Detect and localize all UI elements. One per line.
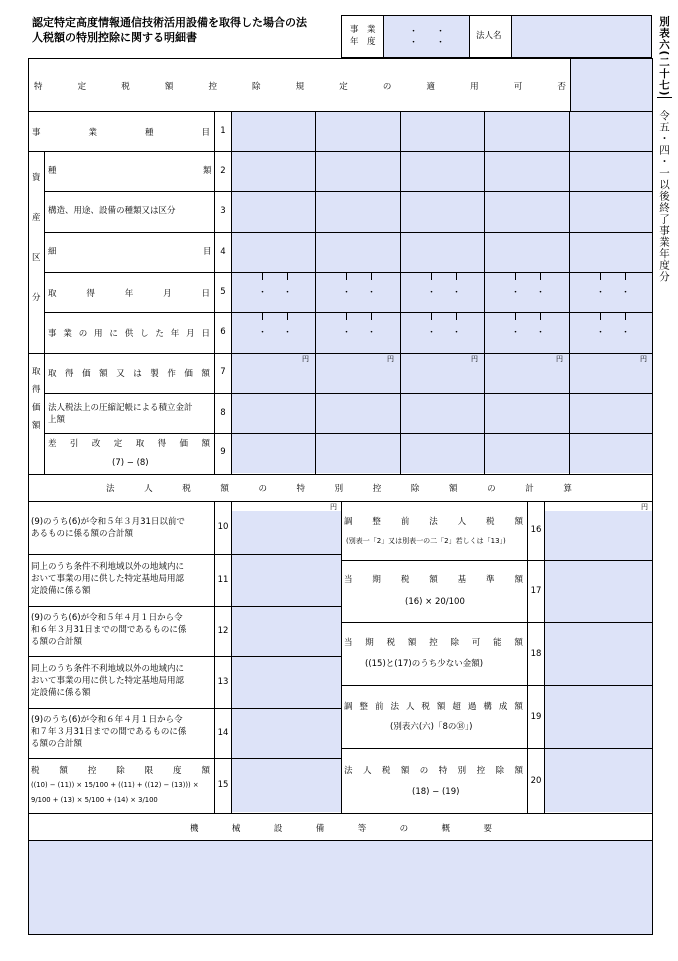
row8-label-line1: 法人税法上の圧縮記帳による積立金計 [48, 403, 193, 413]
line20-label: 法 人 税 額 の 特 別 控 除 額 [344, 766, 523, 776]
line14-label: (9)のうち(6)が令和６年４月１日から令 [31, 715, 183, 725]
line18-sub: ((15)と(17)のうち少ない金額) [365, 659, 484, 669]
row8-label-line2: 上額 [48, 415, 66, 425]
line19-label: 調 整 前 法 人 税 額 超 過 構 成 額 [344, 702, 523, 712]
line12-label-2: 和６年３月31日までの間であるものに係 [31, 625, 187, 635]
row3-label: 構造、用途、設備の種類又は区分 [48, 206, 176, 216]
calc-section-header: 法 人 税 額 の 特 別 控 除 額 の 計 算 [106, 484, 572, 494]
row7-label: 取 得 価 額 又 は 製 作 価 額 [48, 369, 210, 379]
line11-label-2: おいて事業の用に供した特定基地局用認 [31, 574, 185, 584]
form-title-line1: 認定特定高度情報通信技術活用設備を取得した場合の法 [32, 16, 307, 29]
row2-label-b: 類 [203, 166, 212, 176]
line18-label: 当 期 税 額 控 除 可 能 額 [344, 638, 523, 648]
row9-label: 差 引 改 定 取 得 価 額 [48, 439, 210, 449]
line13-label-2: おいて事業の用に供した特定基地局用認 [31, 676, 185, 686]
row4-label-b: 目 [203, 247, 212, 257]
line13-label-3: 定設備に係る額 [31, 688, 91, 698]
line13-num: 13 [217, 677, 229, 687]
yen-unit: 円 [387, 355, 394, 363]
line14-num: 14 [217, 728, 229, 738]
line15-label: 税 額 控 除 限 度 額 [31, 766, 210, 776]
row6-label: 事 業 の 用 に 供 し た 年 月 日 [48, 329, 210, 339]
line11-label: 同上のうち条件不利地域以外の地域内に [31, 562, 185, 572]
price-group-label: 取 得 価 額 [32, 367, 41, 431]
yen-unit: 円 [471, 355, 478, 363]
line16-num: 16 [530, 525, 542, 535]
line19-num: 19 [530, 712, 542, 722]
line18-num: 18 [530, 649, 542, 659]
corp-name-label: 法人名 [476, 31, 502, 41]
period-note: 令五・四・一以後終了事業年度分 [658, 110, 670, 283]
line16-sub: (別表一「2」又は別表一の二「2」若しくは「13」) [346, 537, 506, 545]
line19-field[interactable] [545, 686, 652, 748]
form-title-line2: 人税額の特別控除に関する明細書 [32, 31, 197, 44]
line20-num: 20 [530, 776, 542, 786]
row8-num: 8 [220, 408, 226, 418]
line17-label: 当 期 税 額 基 準 額 [344, 575, 523, 585]
line15-formula-2: 9/100 + (13) × 5/100 + (14) × 3/100 [31, 796, 158, 804]
line15-num: 15 [217, 780, 229, 790]
fiscal-year-label: 事 業 [350, 25, 376, 35]
asset-group-label: 資 産 区 分 [32, 173, 41, 303]
line15-formula-1: ((10) − (11)) × 15/100 + ((11) + ((12) − (13))) × [31, 781, 199, 789]
row4-label-a: 細 [48, 247, 57, 257]
line12-label-3: る額の合計額 [31, 637, 83, 647]
yen-unit: 円 [330, 503, 337, 511]
applicability-header: 特 定 税 額 控 除 規 定 の 適 用 可 否 [34, 82, 566, 92]
line18-field[interactable] [545, 623, 652, 685]
row9-formula: (7) − (8) [112, 458, 149, 468]
line17-field[interactable] [545, 561, 652, 622]
line10-field[interactable] [232, 511, 341, 554]
equipment-overview-field[interactable] [29, 841, 652, 934]
equipment-overview-header: 機 械 設 備 等 の 概 要 [190, 824, 492, 834]
line17-sub: (16) × 20/100 [405, 597, 465, 607]
line19-sub: (別表六(六)「8の⑱」) [390, 722, 473, 732]
yen-unit: 円 [641, 503, 648, 511]
line17-num: 17 [530, 586, 542, 596]
row7-num: 7 [220, 367, 226, 377]
yen-unit: 円 [640, 355, 647, 363]
line20-sub: (18) − (19) [412, 787, 460, 797]
corp-name-field[interactable] [512, 16, 651, 57]
row5-num: 5 [220, 287, 226, 297]
form-number: 別表六(二十七) [658, 16, 670, 97]
yen-unit: 円 [302, 355, 309, 363]
row9-num: 9 [220, 447, 226, 457]
line10-num: 10 [217, 522, 229, 532]
row2-num: 2 [220, 166, 226, 176]
line13-field[interactable] [232, 657, 341, 708]
line10-label-2: あるものに係る額の合計額 [31, 529, 134, 539]
row1-label: 事 業 種 目 [32, 128, 210, 138]
line20-field[interactable] [545, 749, 652, 812]
line11-num: 11 [217, 575, 229, 585]
line16-field[interactable] [545, 511, 652, 560]
asset-entry-area[interactable] [232, 112, 652, 473]
line11-field[interactable] [232, 555, 341, 606]
row4-num: 4 [220, 247, 226, 257]
row3-num: 3 [220, 206, 226, 216]
line12-label: (9)のうち(6)が令和５年４月１日から令 [31, 613, 183, 623]
line16-label: 調 整 前 法 人 税 額 [344, 517, 523, 527]
fiscal-year-field[interactable] [384, 16, 469, 57]
line10-label: (9)のうち(6)が令和５年３月31日以前で [31, 517, 185, 527]
line14-label-2: 和７年３月31日までの間であるものに係 [31, 727, 187, 737]
row5-label: 取 得 年 月 日 [48, 289, 210, 299]
line14-field[interactable] [232, 709, 341, 758]
line12-num: 12 [217, 626, 229, 636]
line12-field[interactable] [232, 607, 341, 656]
line13-label: 同上のうち条件不利地域以外の地域内に [31, 664, 185, 674]
line14-label-3: る額の合計額 [31, 739, 83, 749]
row2-label-a: 種 [48, 166, 57, 176]
yen-unit: 円 [556, 355, 563, 363]
line15-field[interactable] [232, 759, 341, 812]
applicability-field[interactable] [571, 59, 652, 111]
row1-num: 1 [220, 126, 226, 136]
fiscal-year-label-2: 年 度 [350, 37, 376, 47]
row6-num: 6 [220, 327, 226, 337]
line11-label-3: 定設備に係る額 [31, 586, 91, 596]
